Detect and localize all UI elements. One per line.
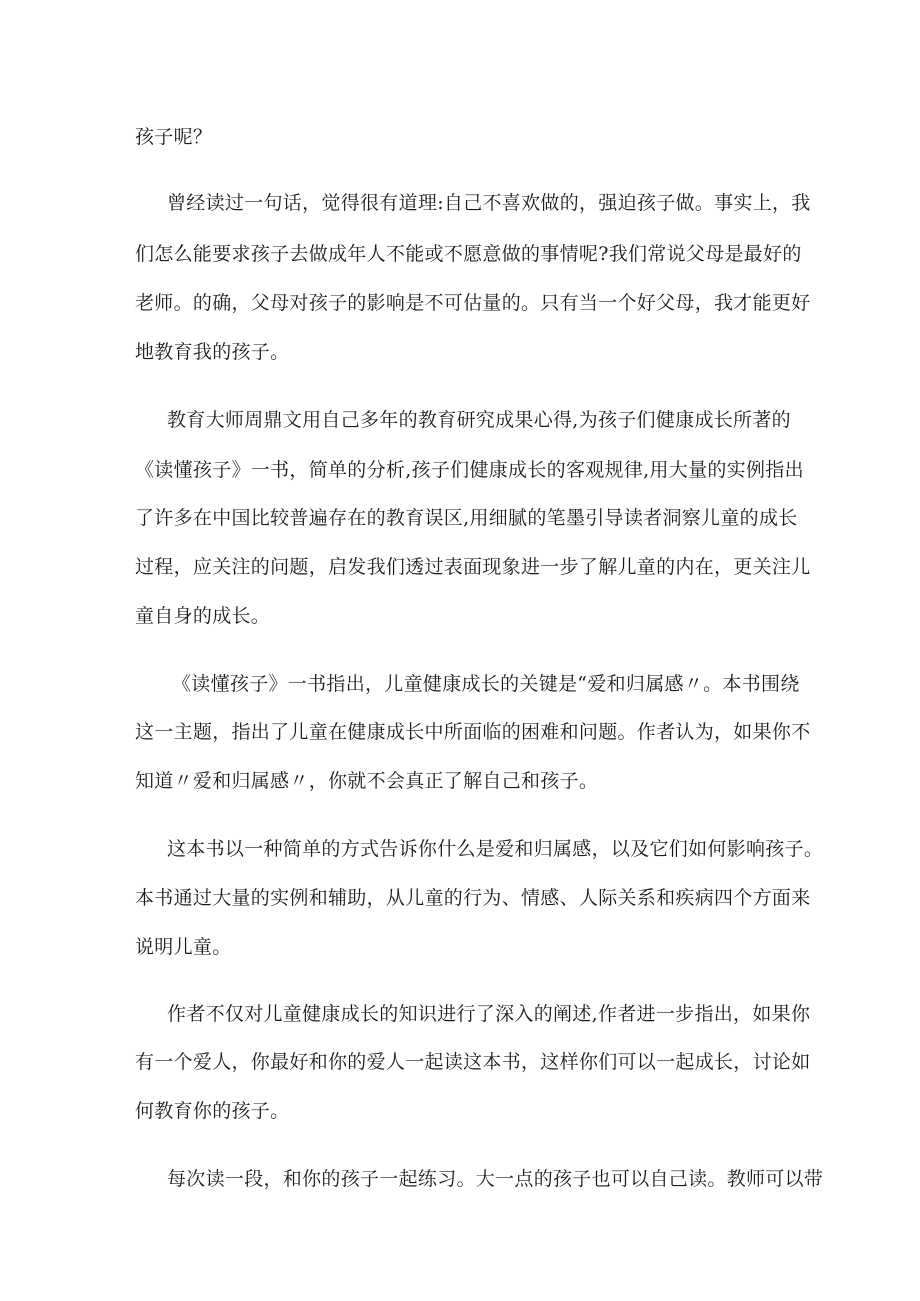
- paragraph-3-line-1: 教育大师周鼎文用自己多年的教育研究成果心得,为孩子们健康成长所著的: [167, 409, 791, 431]
- paragraph-4-line-1: 《读懂孩子》一书指出，儿童健康成长的关键是“爱和归属感〃。本书围绕: [172, 673, 800, 695]
- paragraph-2-line-3: 老师。的确，父母对孩子的影响是不可估量的。只有当一个好父母，我才能更好: [135, 292, 811, 314]
- paragraph-4-line-2: 这一主题，指出了儿童在健康成长中所面临的困难和问题。作者认为，如果你不: [135, 721, 811, 743]
- paragraph-4-line-3: 知道〃爱和归属感〃，你就不会真正了解自己和孩子。: [135, 770, 599, 792]
- paragraph-6-line-1: 作者不仅对儿童健康成长的知识进行了深入的阐述,作者进一步指出，如果你: [167, 1003, 811, 1025]
- paragraph-6-line-3: 何教育你的孩子。: [135, 1100, 290, 1122]
- paragraph-7-line-1: 每次读一段，和你的孩子一起练习。大一点的孩子也可以自己读。教师可以带: [167, 1168, 824, 1190]
- paragraph-5-line-1: 这本书以一种简单的方式告诉你什么是爱和归属感，以及它们如何影响孩子。: [167, 838, 824, 860]
- paragraph-3-line-2: 《读懂孩子》一书，简单的分析,孩子们健康成长的客观规律,用大量的实例指出: [135, 459, 804, 481]
- paragraph-5-line-2: 本书通过大量的实例和辅助，从儿童的行为、情感、人际关系和疾病四个方面来: [135, 887, 811, 909]
- paragraph-2-line-2: 们怎么能要求孩子去做成年人不能或不愿意做的事情呢?我们常说父母是最好的: [135, 243, 802, 265]
- paragraph-3-line-4: 过程，应关注的问题，启发我们透过表面现象进一步了解儿童的内在，更关注儿: [135, 556, 811, 578]
- paragraph-3-line-5: 童自身的成长。: [135, 605, 271, 627]
- paragraph-2-line-4: 地教育我的孩子。: [135, 341, 290, 363]
- paragraph-6-line-2: 有一个爱人，你最好和你的爱人一起读这本书，这样你们可以一起成长，讨论如: [135, 1051, 811, 1073]
- paragraph-1-line-1: 孩子呢？: [135, 126, 213, 148]
- paragraph-2-line-1: 曾经读过一句话，觉得很有道理:自己不喜欢做的，强迫孩子做。事实上，我: [167, 192, 811, 214]
- paragraph-3-line-3: 了许多在中国比较普遍存在的教育误区,用细腻的笔墨引导读者洞察儿童的成长: [135, 507, 798, 529]
- paragraph-5-line-3: 说明儿童。: [135, 936, 232, 958]
